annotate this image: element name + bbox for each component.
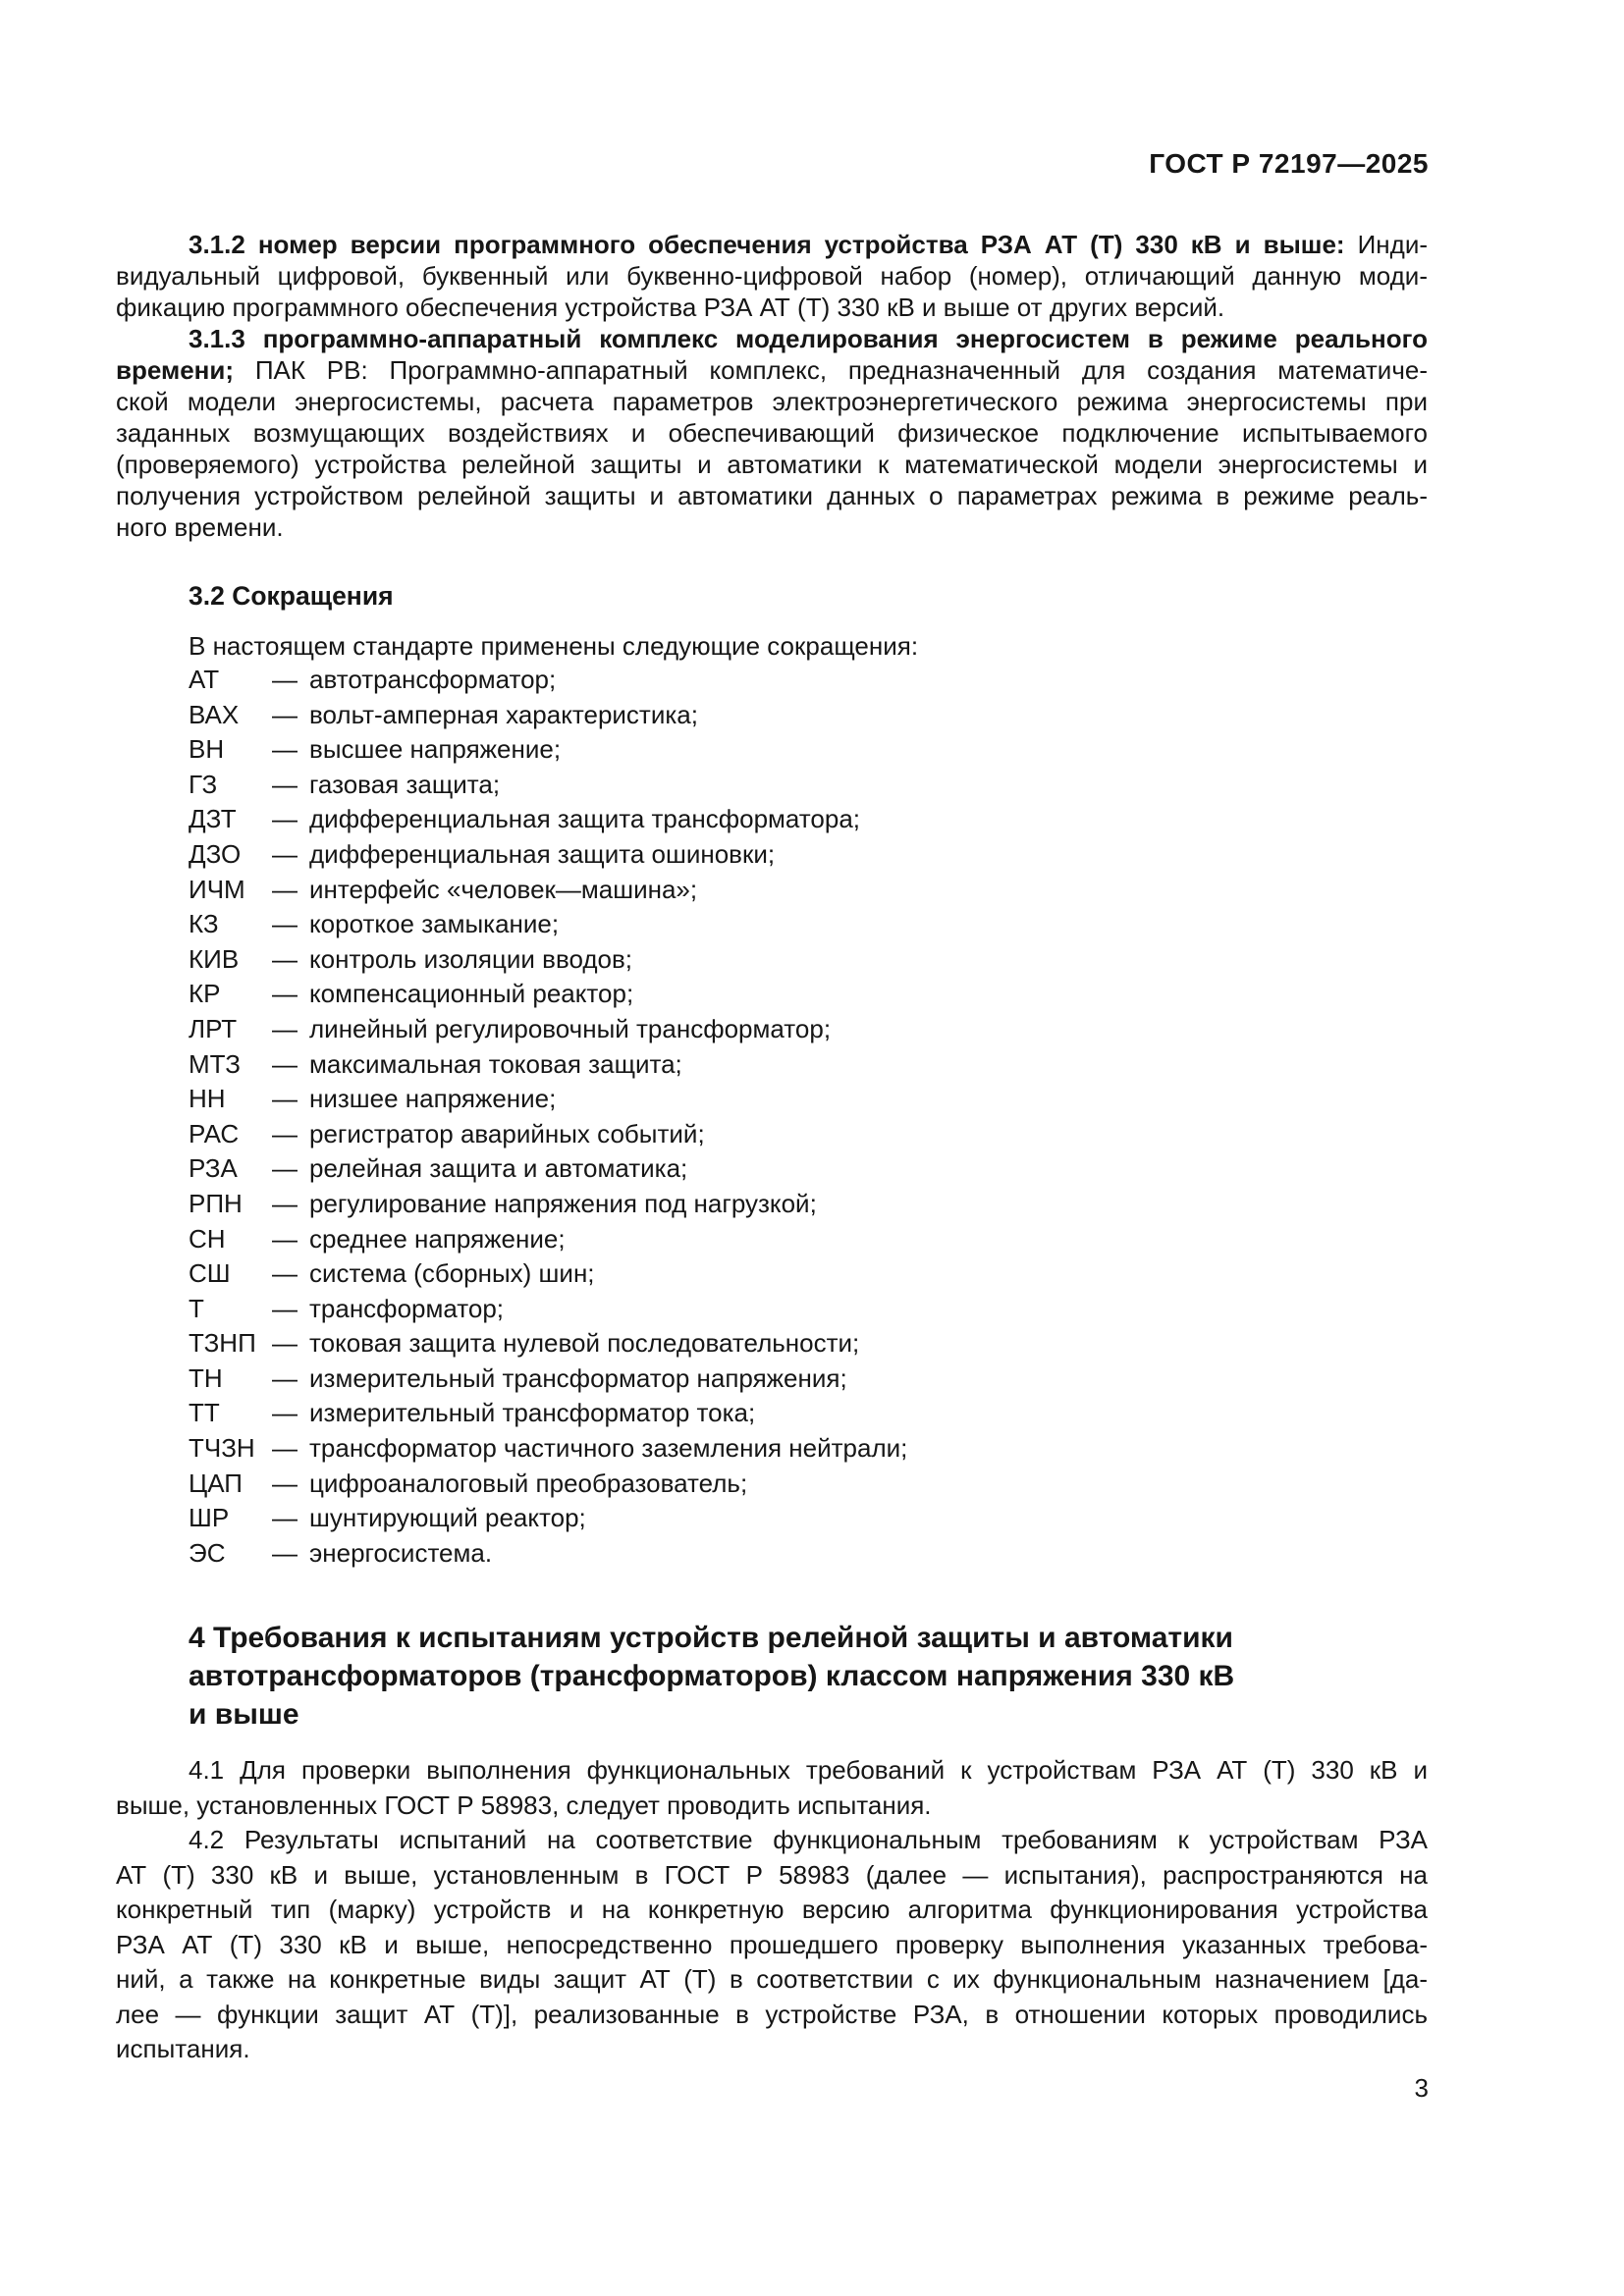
text-segment: (проверяемого) устройства релейной защиты и автоматики к математической модели энергосистемы и [116, 450, 1428, 479]
dash: — [272, 665, 298, 694]
abbreviation-definition: максимальная токовая защита; [309, 1048, 682, 1079]
text-segment: АТ (Т) 330 кВ и выше, установленным в ГОСТ Р 58983 (далее — испытания), распространяются на [116, 1859, 1428, 1890]
abbreviation-row [189, 979, 1428, 1014]
abbreviation-row [189, 839, 1428, 875]
dash: — [272, 1153, 298, 1184]
section-heading-line: и выше [189, 1698, 299, 1731]
dash: — [272, 1258, 298, 1289]
paragraph-line [116, 480, 1428, 511]
section-heading-line: автотрансформаторов (трансформаторов) классом напряжения 330 кВ [189, 1660, 1235, 1692]
text-segment: Инди- [1344, 230, 1429, 259]
dash: — [272, 1328, 298, 1359]
abbreviation-term: ЭС [189, 1537, 226, 1568]
abbreviation-definition: энергосистема. [309, 1537, 493, 1568]
abbreviation-row [189, 1258, 1428, 1294]
abbreviation-definition: дифференциальная защита ошиновки; [309, 838, 776, 869]
paragraph-line [116, 1789, 1428, 1824]
abbreviation-term: Т [189, 1293, 204, 1323]
abbreviation-term: ТЧЗН [189, 1433, 255, 1464]
text-segment: лее — функции защит АТ (Т)], реализованные в устройстве РЗА, в отношении которых проводились [116, 1999, 1428, 2029]
abbreviation-term: РЗА [189, 1153, 238, 1184]
abbreviation-definition: низшее напряжение; [309, 1084, 557, 1114]
abbreviation-term: КИВ [189, 943, 240, 974]
abbreviation-definition: измерительный трансформатор тока; [309, 1398, 756, 1428]
dash: — [272, 1293, 298, 1323]
paragraph-line [116, 417, 1428, 449]
abbreviation-row [189, 1189, 1428, 1224]
paragraph-line [116, 260, 1428, 292]
abbreviation-row [189, 1363, 1428, 1399]
dash: — [272, 804, 298, 834]
dash: — [272, 1503, 298, 1533]
text-segment: 4.1 Для проверки выполнения функциональных требований к устройствам РЗА АТ (Т) 330 кВ и [189, 1755, 1428, 1785]
text-segment: ПАК РВ: Программно-аппаратный комплекс, предназначенный для создания математиче- [234, 355, 1428, 385]
abbreviation-term: ТН [189, 1362, 223, 1393]
abbreviation-definition: релейная защита и автоматика; [309, 1153, 688, 1184]
abbreviation-term: МТЗ [189, 1048, 241, 1079]
abbreviation-row [189, 1328, 1428, 1363]
abbreviation-term: ВН [189, 734, 225, 765]
paragraph-line [116, 292, 1428, 323]
text-segment: ного времени. [116, 512, 284, 542]
dash: — [272, 1433, 298, 1464]
abbreviation-row [189, 1294, 1428, 1329]
text-segment: ской модели энергосистемы, расчета параметров электроэнергетического режима энергосистемы при [116, 387, 1428, 416]
clause-3-1-paragraphs [116, 229, 1428, 543]
paragraph-line [116, 1823, 1428, 1858]
abbreviation-term: НН [189, 1084, 226, 1114]
text-segment: ний, а также на конкретные виды защит АТ (Т) в соответствии с их функциональным назначением [да- [116, 1964, 1428, 1994]
text-segment: испытания. [116, 2034, 250, 2063]
abbreviation-definition: короткое замыкание; [309, 909, 560, 939]
bold-term-text: времени; [116, 355, 235, 385]
abbreviation-definition: токовая защита нулевой последовательности; [309, 1328, 860, 1359]
text-segment: 4.2 Результаты испытаний на соответствие функциональным требованиям к устройствам РЗА [189, 1825, 1428, 1854]
abbreviation-row [189, 1538, 1428, 1574]
abbreviation-definition: шунтирующий реактор; [309, 1503, 586, 1533]
abbreviation-definition: газовая защита; [309, 769, 501, 799]
paragraph-line [116, 323, 1428, 354]
abbreviation-row [189, 1224, 1428, 1259]
abbreviation-term: ГЗ [189, 769, 218, 799]
abbreviation-row [189, 700, 1428, 735]
doc-code-header: ГОСТ Р 72197—2025 [1149, 148, 1429, 179]
paragraph-line [116, 1858, 1428, 1894]
abbreviation-row [189, 1153, 1428, 1189]
dash: — [272, 1188, 298, 1218]
abbreviations-intro-line: В настоящем стандарте применены следующие сокращения: [189, 631, 919, 661]
abbreviation-term: ИЧМ [189, 874, 245, 904]
paragraph-line [116, 511, 1428, 543]
section-heading-line: 4 Требования к испытаниям устройств релейной защиты и автоматики [189, 1622, 1233, 1654]
paragraph-line [116, 229, 1428, 260]
text-segment: выше, установленных ГОСТ Р 58983, следует проводить испытания. [116, 1789, 932, 1820]
abbreviation-term: ДЗТ [189, 804, 237, 834]
abbreviation-term: ТЗНП [189, 1328, 256, 1359]
clause-4-2-paragraph [116, 1823, 1428, 2067]
abbreviation-definition: система (сборных) шин; [309, 1258, 595, 1289]
paragraph-line [116, 1753, 1428, 1789]
abbreviation-term: РАС [189, 1118, 240, 1148]
heading-4-requirements [189, 1619, 1435, 1734]
abbreviations-list [189, 665, 1428, 1573]
abbreviation-row [189, 1049, 1428, 1085]
abbreviation-definition: вольт-амперная характеристика; [309, 699, 698, 729]
bold-term-text: 3.1.2 номер версии программного обеспечения устройства РЗА АТ (Т) 330 кВ и выше: [189, 230, 1345, 259]
abbreviation-row [189, 804, 1428, 839]
dash: — [272, 1537, 298, 1568]
dash: — [272, 1468, 298, 1498]
dash: — [272, 1048, 298, 1079]
dash: — [272, 874, 298, 904]
abbreviation-definition: компенсационный реактор; [309, 979, 634, 1009]
bold-term-text: 3.1.3 программно-аппаратный комплекс моделирования энергосистем в режиме реального [189, 324, 1428, 353]
abbreviation-term: КР [189, 979, 221, 1009]
dash: — [272, 1118, 298, 1148]
paragraph-line [116, 354, 1428, 386]
abbreviation-row [189, 875, 1428, 910]
abbreviation-row [189, 1119, 1428, 1154]
abbreviation-term: ЦАП [189, 1468, 243, 1498]
heading-3-2-abbreviations: 3.2 Сокращения [189, 581, 394, 611]
text-segment: заданных возмущающих воздействиях и обеспечивающий физическое подключение испытываемого [116, 418, 1428, 448]
dash: — [272, 1223, 298, 1254]
abbreviation-term: СШ [189, 1258, 231, 1289]
abbreviation-row [189, 665, 1428, 700]
abbreviation-row [189, 1014, 1428, 1049]
dash: — [272, 909, 298, 939]
dash: — [272, 1398, 298, 1428]
abbreviation-definition: трансформатор; [309, 1293, 505, 1323]
abbreviation-definition: контроль изоляции вводов; [309, 943, 633, 974]
abbreviation-definition: измерительный трансформатор напряжения; [309, 1362, 847, 1393]
dash: — [272, 979, 298, 1009]
abbreviation-row [189, 1398, 1428, 1433]
paragraph-line [116, 449, 1428, 480]
dash: — [272, 1084, 298, 1114]
dash: — [272, 943, 298, 974]
abbreviation-definition: дифференциальная защита трансформатора; [309, 804, 861, 834]
abbreviation-term: ЛРТ [189, 1013, 238, 1043]
abbreviation-row [189, 944, 1428, 980]
paragraph-line [116, 1893, 1428, 1928]
text-segment: фикацию программного обеспечения устройства РЗА АТ (Т) 330 кВ и выше от других версий. [116, 293, 1225, 322]
abbreviation-definition: высшее напряжение; [309, 734, 562, 765]
abbreviation-row [189, 1084, 1428, 1119]
abbreviation-row [189, 770, 1428, 805]
abbreviation-term: РПН [189, 1188, 243, 1218]
abbreviation-term: АТ [189, 665, 220, 694]
paragraph-line [116, 2032, 1428, 2067]
paragraph-line [116, 1962, 1428, 1998]
abbreviation-term: ТТ [189, 1398, 220, 1428]
abbreviation-row [189, 734, 1428, 770]
text-segment: получения устройством релейной защиты и автоматики данных о параметрах режима в режиме реаль- [116, 481, 1428, 510]
abbreviation-row [189, 1433, 1428, 1468]
abbreviation-definition: интерфейс «человек—машина»; [309, 874, 698, 904]
abbreviation-row [189, 1503, 1428, 1538]
abbreviation-definition: регулирование напряжения под нагрузкой; [309, 1188, 817, 1218]
abbreviation-definition: регистратор аварийных событий; [309, 1118, 705, 1148]
text-segment: видуальный цифровой, буквенный или буквенно-цифровой набор (номер), отличающий данную моди- [116, 261, 1428, 291]
abbreviation-term: КЗ [189, 909, 219, 939]
dash: — [272, 734, 298, 765]
abbreviation-row [189, 1468, 1428, 1504]
clause-4-1-paragraph [116, 1753, 1428, 1823]
dash: — [272, 699, 298, 729]
paragraph-line [116, 1998, 1428, 2033]
paragraph-line [116, 1928, 1428, 1963]
abbreviation-term: СН [189, 1223, 226, 1254]
dash: — [272, 1013, 298, 1043]
abbreviation-definition: автотрансформатор; [309, 665, 557, 694]
abbreviation-term: ШР [189, 1503, 230, 1533]
abbreviation-definition: линейный регулировочный трансформатор; [309, 1013, 832, 1043]
abbreviation-definition: среднее напряжение; [309, 1223, 566, 1254]
abbreviation-definition: трансформатор частичного заземления нейтрали; [309, 1433, 908, 1464]
dash: — [272, 1362, 298, 1393]
text-segment: конкретный тип (марку) устройств и на конкретную версию алгоритма функционирования устройства [116, 1895, 1428, 1924]
abbreviation-term: ДЗО [189, 838, 242, 869]
dash: — [272, 838, 298, 869]
text-segment: РЗА АТ (Т) 330 кВ и выше, непосредственно прошедшего проверку выполнения указанных требова- [116, 1929, 1428, 1959]
abbreviation-row [189, 909, 1428, 944]
abbreviation-definition: цифроаналоговый преобразователь; [309, 1468, 748, 1498]
dash: — [272, 769, 298, 799]
page-number: 3 [1414, 2073, 1429, 2103]
paragraph-line [116, 386, 1428, 417]
abbreviation-term: ВАХ [189, 699, 240, 729]
